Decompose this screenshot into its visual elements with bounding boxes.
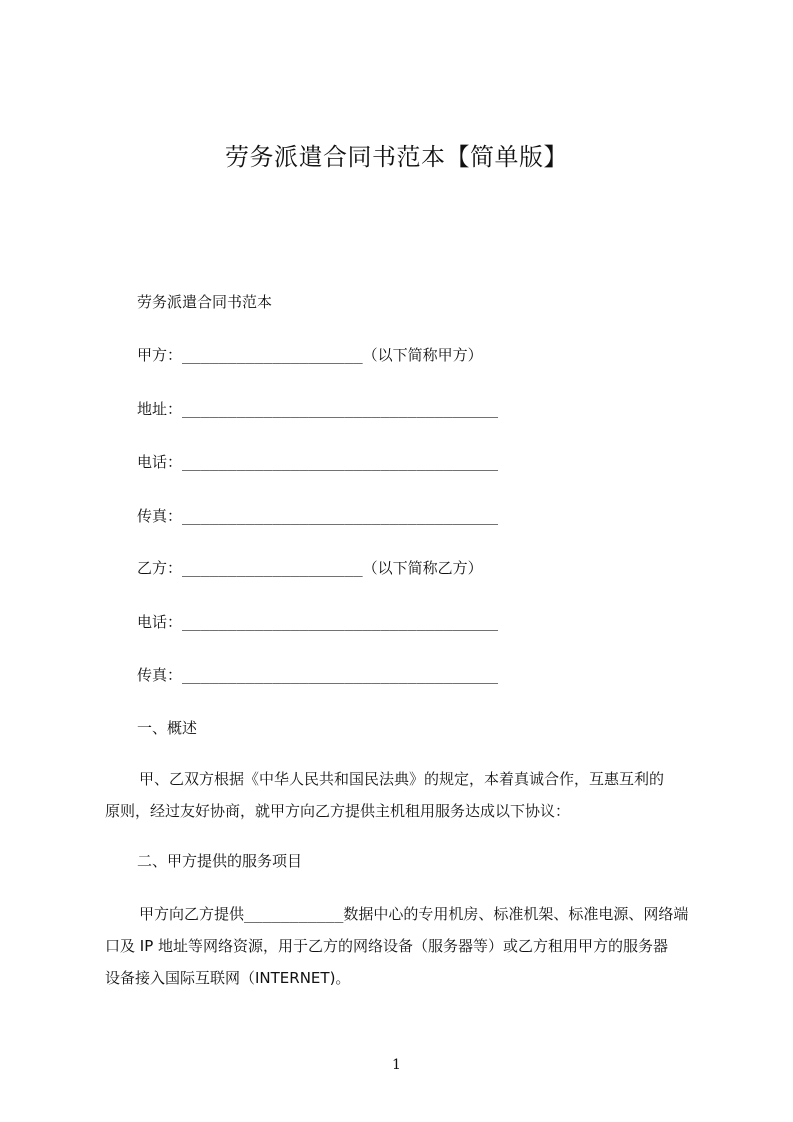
text-blank: ___________ <box>244 905 344 923</box>
field-blank: ____________________ <box>182 346 363 364</box>
field-label: 乙方： <box>137 559 183 577</box>
page-number: 1 <box>392 1057 401 1073</box>
field-note: （以下简称乙方） <box>362 559 483 577</box>
field-phone-b <box>137 611 498 633</box>
field-party-a <box>137 344 483 366</box>
field-blank: ___________________________________ <box>182 507 499 525</box>
paragraph-line: 甲、乙双方根据《中华人民共和国民法典》的规定，本着真诚合作，互惠互利的 <box>139 770 665 788</box>
field-blank: ___________________________________ <box>182 613 499 631</box>
field-label: 甲方： <box>137 346 183 364</box>
document-subtitle: 劳务派遣合同书范本 <box>137 293 273 311</box>
field-label: 传真： <box>137 507 183 525</box>
field-blank: ___________________________________ <box>182 453 499 471</box>
field-fax-b <box>137 664 498 686</box>
paragraph-line: 设备接入国际互联网（INTERNET)。 <box>105 969 351 987</box>
field-blank: ___________________________________ <box>182 400 499 418</box>
field-label: 传真： <box>137 666 183 684</box>
text-run: 数据中心的专用机房、标准机架、标准电源、网络端 <box>343 905 689 923</box>
field-phone-a <box>137 451 498 473</box>
field-label: 地址： <box>137 400 183 418</box>
field-note: （以下简称甲方） <box>362 346 483 364</box>
field-address <box>137 398 498 420</box>
page-title: 劳务派遣合同书范本【简单版】 <box>225 143 568 171</box>
field-blank: ____________________ <box>182 559 363 577</box>
section-services-body <box>105 898 705 994</box>
section-overview-body <box>105 763 705 827</box>
field-label: 电话： <box>137 453 183 471</box>
paragraph-line <box>105 898 705 930</box>
field-fax-a <box>137 505 498 527</box>
text-run: 甲方向乙方提供 <box>139 905 245 923</box>
field-party-b <box>137 557 483 579</box>
field-label: 电话： <box>137 613 183 631</box>
section-heading-services: 二、甲方提供的服务项目 <box>137 852 303 870</box>
paragraph-line: 口及 IP 地址等网络资源，用于乙方的网络设备（服务器等）或乙方租用甲方的服务器 <box>105 937 669 955</box>
field-blank: ___________________________________ <box>182 666 499 684</box>
section-heading-overview: 一、概述 <box>137 719 198 737</box>
paragraph-line: 原则，经过友好协商，就甲方向乙方提供主机租用服务达成以下协议： <box>105 802 571 820</box>
